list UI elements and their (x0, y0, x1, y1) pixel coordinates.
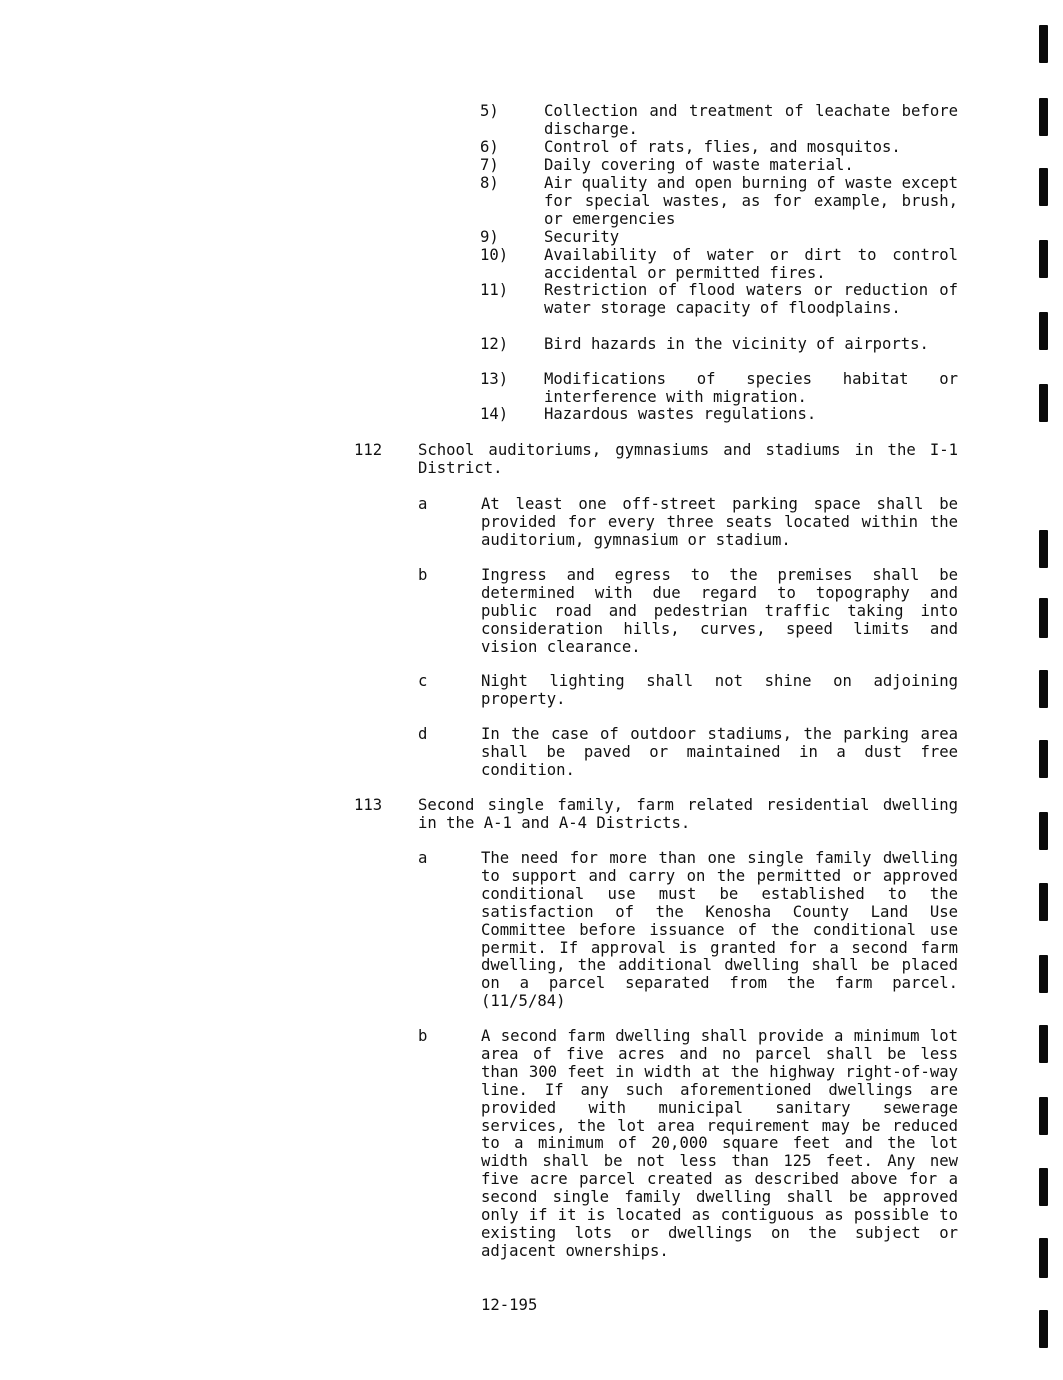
scan-margin-bar (1039, 168, 1048, 206)
scan-margin-bar (1039, 740, 1048, 778)
list-text: Hazardous wastes regulations. (544, 405, 817, 423)
list-text: Restriction of flood waters or reduction of water storage capacity of floodplains. (544, 281, 958, 317)
list-text: Daily covering of waste material. (544, 156, 854, 174)
list-number: 12) (480, 335, 509, 353)
subsection-text: In the case of outdoor stadiums, the parking area shall be paved or maintained in a dust free condition. (481, 725, 958, 779)
scan-margin-bar (1039, 98, 1048, 136)
subsection-letter: c (418, 672, 428, 690)
section-number: 113 (354, 796, 383, 814)
section-heading: School auditoriums, gymnasiums and stadiums in the I-1 District. (418, 441, 958, 477)
page-number: 12-195 (481, 1296, 538, 1314)
list-text: Collection and treatment of leachate before discharge. (544, 102, 958, 138)
scan-margin-bar (1039, 883, 1048, 921)
subsection-letter: b (418, 1027, 428, 1045)
scan-margin-bar (1039, 1168, 1048, 1206)
list-text: Bird hazards in the vicinity of airports. (544, 335, 929, 353)
scan-margin-bar (1039, 530, 1048, 568)
scan-margin-bar (1039, 670, 1048, 708)
list-text: Control of rats, flies, and mosquitos. (544, 138, 901, 156)
list-number: 6) (480, 138, 499, 156)
subsection-text: At least one off-street parking space shall be provided for every three seats located within the auditorium, gymnasium or stadium. (481, 495, 958, 549)
list-number: 9) (480, 228, 499, 246)
scan-margin-bar (1039, 1097, 1048, 1135)
scan-margin-bar (1039, 1025, 1048, 1063)
subsection-letter: a (418, 495, 428, 513)
subsection-text: A second farm dwelling shall provide a minimum lot area of five acres and no parcel shall be less than 300 feet in width at the highway right-of-way line. If any such aforementioned dwellings are provided with municipal sanitary sewerage services, the lot area requirement may be reduced to a minimum of 20,000 square feet and the lot width shall be not less than 125 feet. Any new five acre parcel created as described above for a second single family dwelling shall be approved only if it is located as contiguous as possible to existing lots or dwellings on the subject or adjacent ownerships. (481, 1027, 958, 1260)
scan-margin-bar (1039, 1310, 1048, 1348)
subsection-letter: a (418, 849, 428, 867)
list-text: Security (544, 228, 620, 246)
scan-margin-bar (1039, 955, 1048, 993)
list-number: 10) (480, 246, 509, 264)
scan-margin-bar (1039, 312, 1048, 350)
list-text: Modifications of species habitat or interference with migration. (544, 370, 958, 406)
scan-margin-bar (1039, 240, 1048, 278)
scan-margin-bar (1039, 598, 1048, 638)
list-number: 5) (480, 102, 499, 120)
list-number: 14) (480, 405, 509, 423)
subsection-text: The need for more than one single family dwelling to support and carry on the permitted or approved conditional use must be established to the satisfaction of the Kenosha County Land Use Committee before issuance of the conditional use permit. If approval is granted for a second farm dwelling, the additional dwelling shall be placed on a parcel separated from the farm parcel. (11/5/84) (481, 849, 958, 1011)
scan-margin-bar (1039, 1238, 1048, 1278)
list-number: 13) (480, 370, 509, 388)
subsection-text: Ingress and egress to the premises shall be determined with due regard to topography and public road and pedestrian traffic taking into consideration hills, curves, speed limits and vision clearance. (481, 566, 958, 656)
list-number: 11) (480, 281, 509, 299)
list-text: Availability of water or dirt to control accidental or permitted fires. (544, 246, 958, 282)
subsection-letter: d (418, 725, 428, 743)
list-number: 7) (480, 156, 499, 174)
section-heading: Second single family, farm related residential dwelling in the A-1 and A-4 Districts. (418, 796, 958, 832)
scan-margin-bar (1039, 384, 1048, 422)
subsection-text: Night lighting shall not shine on adjoining property. (481, 672, 958, 708)
list-number: 8) (480, 174, 499, 192)
subsection-letter: b (418, 566, 428, 584)
list-text: Air quality and open burning of waste except for special wastes, as for example, brush, or emergencies (544, 174, 958, 228)
section-number: 112 (354, 441, 383, 459)
scan-margin-bar (1039, 812, 1048, 850)
scan-margin-bar (1039, 25, 1048, 63)
